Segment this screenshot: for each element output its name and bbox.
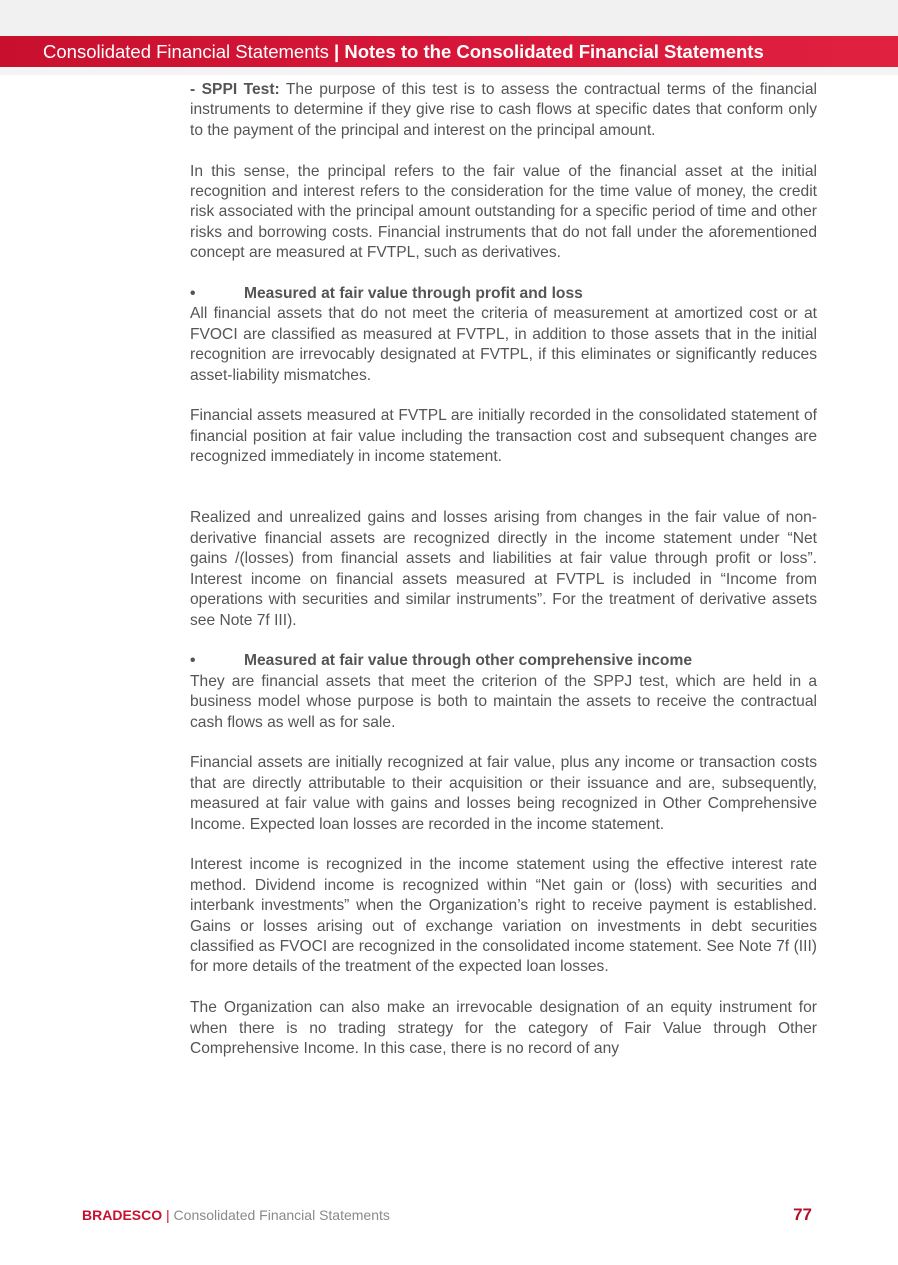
footer-title: Consolidated Financial Statements [173,1207,390,1223]
page-number: 77 [793,1205,812,1224]
paragraph-fvoci-recognition: Financial assets are initially recognized at fair value, plus any income or transaction costs that are directly attributable to their acquisition or their issuance and are, subsequently, measured at fair value with gains and losses being recognized in Other Comprehensive Income. Expected loan losses are recorded in the income statement. [190,754,817,833]
header-section: Consolidated Financial Statements [43,40,329,62]
header-separator: | [334,40,340,62]
bullet-icon: • [190,652,196,670]
page-header [0,36,898,67]
sppi-text: The purpose of this test is to assess the contractual terms of the financial instruments to determine if they give rise to cash flows at specific dates that conform only to the payment of the principal and interest on the principal amount. [190,81,817,139]
heading-fvoci-text: Measured at fair value through other comprehensive income [244,652,693,670]
sppi-lead: - SPPI Test: [190,81,280,98]
paragraph-fvtpl-criteria: All financial assets that do not meet the criteria of measurement at amortized cost or at FVOCI are classified as measured at FVTPL, in addition to those assets that in the initial recognition are irrevocably designated at FVTPL, if this eliminates or significantly reduces asset-liability mismatches. [190,305,817,384]
paragraph-sppi-test [190,80,817,141]
paragraph-equity-designation: The Organization can also make an irrevocable designation of an equity instrument for when there is no trading strategy for the category of Fair Value through Other Comprehensive Income. In this case, there is no record of any [190,999,817,1057]
heading-fvtpl-text: Measured at fair value through profit and loss [244,285,583,303]
document-body [190,80,817,1059]
header-shadow-strip [0,67,898,75]
header-title [43,41,764,63]
paragraph-fvoci-definition: They are financial assets that meet the criterion of the SPPJ test, which are held in a business model whose purpose is both to maintain the assets to receive the contractual cash flows as well as for sale. [190,672,817,731]
paragraph-interest-income: Interest income is recognized in the income statement using the effective interest rate method. Dividend income is recognized within “Net gain or (loss) with securities and interbank investments” when the Organization’s right to receive payment is established. Gains or losses arising out of exchange variation on investments in debt securities classified as FVOCI are recognized in the consolidated income statement. See Note 7f (III) for more details of the treatment of the expected loan losses. [190,856,817,976]
bullet-icon: • [190,285,196,303]
page-footer [82,1207,817,1227]
paragraph-principal-definition: In this sense, the principal refers to the fair value of the financial asset at the initial recognition and interest refers to the consideration for the time value of money, the credit risk associated with the principal amount outstanding for a specific period of time and other risks and borrowing costs. Financial instruments that do not fall under the aforementioned concept are measured at FVTPL, such as derivatives. [190,162,817,262]
heading-fvtpl [190,284,817,304]
paragraph-fvtpl-initial: Financial assets measured at FVTPL are initially recorded in the consolidated statement of financial position at fair value including the transaction cost and subsequent changes are recognized immediately in income statement. [190,407,817,466]
footer-brand: BRADESCO [82,1207,163,1223]
paragraph-fvtpl-gains: Realized and unrealized gains and losses arising from changes in the fair value of non-derivative financial assets are recognized directly in the income statement under “Net gains /(losses) from financial assets and liabilities at fair value through profit or loss”. Interest income on financial assets measured at FVTPL is included in “Income from operations with securities and similar instruments”. For the treatment of derivative assets see Note 7f III). [190,509,817,629]
header-subsection: Notes to the Consolidated Financial Statements [344,40,764,62]
top-margin [0,0,898,36]
footer-separator: | [166,1207,170,1223]
heading-fvoci [190,651,817,671]
